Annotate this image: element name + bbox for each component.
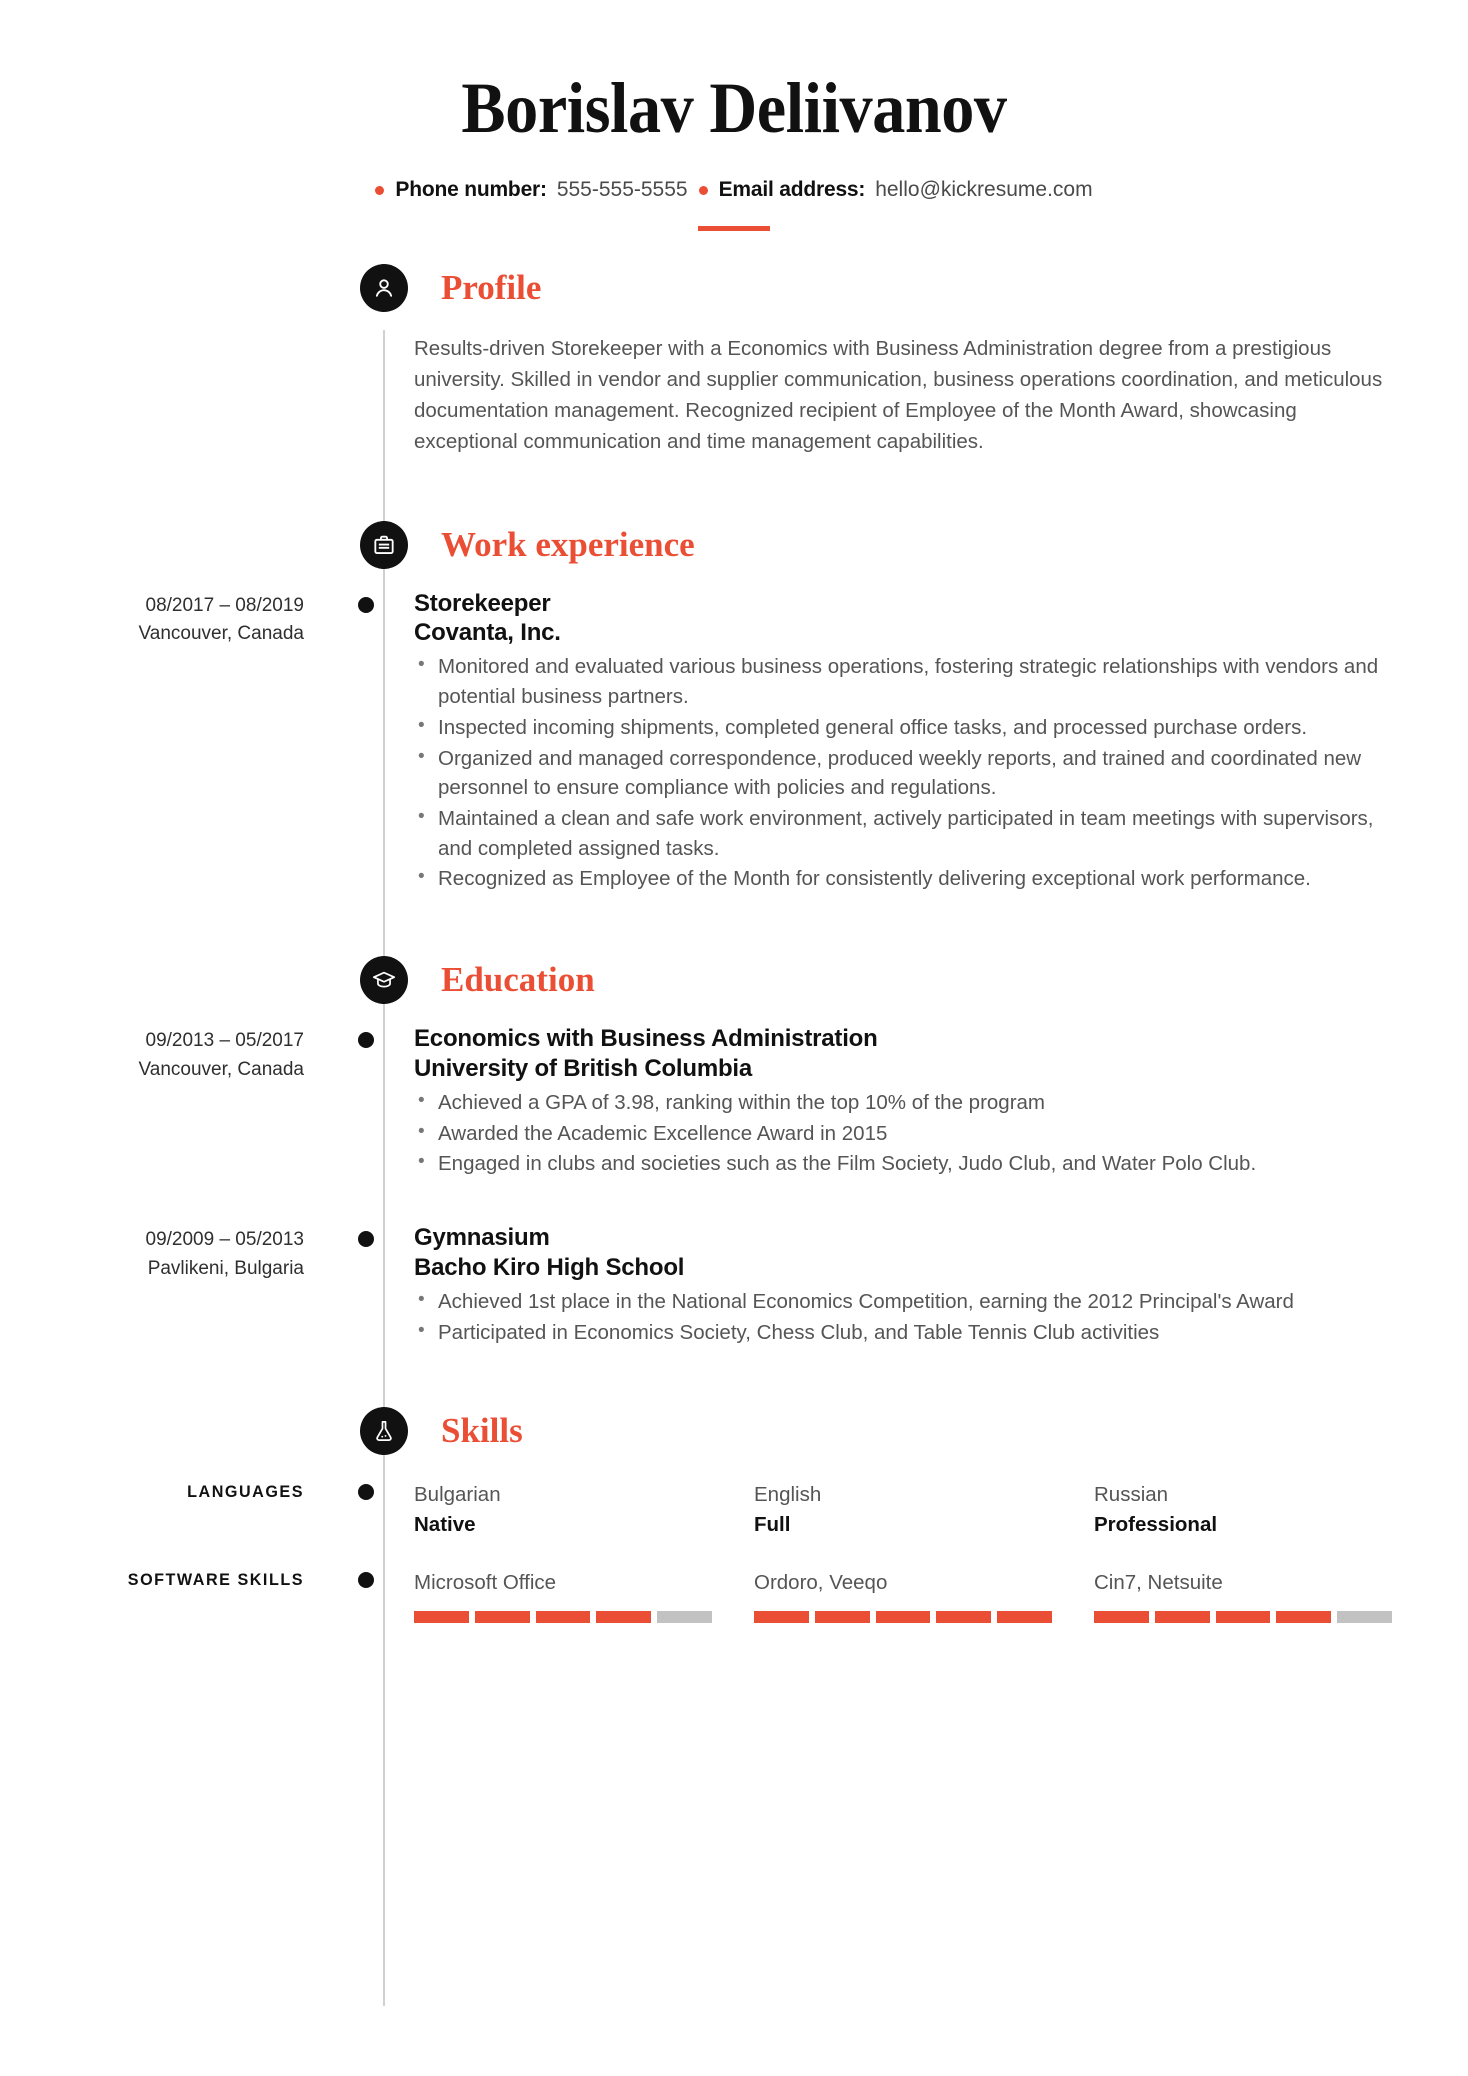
briefcase-icon — [360, 521, 408, 569]
list-item: • Maintained a clean and safe work environment, actively participated in team meetings with supervisors, and completed assigned tasks. — [414, 804, 1406, 863]
language-level: Full — [754, 1513, 791, 1537]
section-header-skills — [360, 1408, 1468, 1454]
rating-bar-filled — [475, 1611, 530, 1623]
list-item: • Participated in Economics Society, Chess Club, and Table Tennis Club activities — [414, 1318, 1406, 1348]
software-rating-bars — [414, 1611, 726, 1623]
section-profile — [0, 265, 1468, 458]
skills-software-body — [384, 1568, 1468, 1623]
contact-phone-value: 555-555-5555 — [556, 178, 688, 201]
education-entry-title: Economics with Business Administration — [414, 1025, 878, 1053]
education-entry — [0, 1025, 1468, 1180]
education-entry-meta — [0, 1025, 350, 1180]
flask-icon — [360, 1407, 408, 1455]
education-entry-body — [384, 1224, 1468, 1348]
education-entry-place: Vancouver, Canada — [138, 1058, 304, 1080]
education-entry-date: 09/2009 – 05/2013 — [145, 1229, 304, 1251]
resume-header — [0, 0, 1468, 231]
languages-grid — [414, 1480, 1406, 1539]
resume-body — [0, 265, 1468, 1623]
language-item — [414, 1480, 726, 1539]
timeline-node — [358, 597, 374, 613]
contact-line — [0, 178, 1468, 202]
person-icon — [360, 264, 408, 312]
work-entry — [0, 590, 1468, 896]
rating-bar-filled — [536, 1611, 591, 1623]
language-name: Russian — [1094, 1483, 1169, 1507]
list-item: • Recognized as Employee of the Month for consistently delivering exceptional work performance. — [414, 864, 1406, 894]
section-title-education: Education — [441, 960, 595, 1000]
section-work-experience — [0, 522, 1468, 896]
profile-meta — [0, 333, 350, 458]
rating-bar-filled — [1155, 1611, 1210, 1623]
education-entry-bullets — [414, 1287, 1406, 1347]
education-node-col — [350, 1025, 384, 1180]
language-name: Bulgarian — [414, 1483, 501, 1507]
education-entry-date: 09/2013 – 05/2017 — [145, 1030, 304, 1052]
rating-bar-filled — [1094, 1611, 1149, 1623]
skills-software-meta — [0, 1568, 350, 1623]
skills-node-col — [350, 1568, 384, 1623]
skills-software-row — [0, 1568, 1468, 1623]
work-entry-date: 08/2017 – 08/2019 — [145, 594, 304, 616]
work-entry-meta — [0, 590, 350, 896]
work-entry-body — [384, 590, 1468, 896]
timeline-node — [358, 1572, 374, 1588]
work-entry-title: Storekeeper — [414, 589, 551, 617]
education-entry-org: University of British Columbia — [414, 1054, 753, 1082]
bullet-dot-icon — [375, 186, 384, 195]
work-entry-org: Covanta, Inc. — [414, 619, 561, 647]
software-name: Cin7, Netsuite — [1094, 1570, 1223, 1594]
skills-category-label: SOFTWARE SKILLS — [127, 1569, 304, 1589]
profile-text: Results-driven Storekeeper with a Economics with Business Administration degree from a prestigious university. Skilled in vendor and supplier communication, business operations coordination, and meticulous documentation management. Recognized recipient of Employee of the Month Award, showcasing exceptional communication and time management capabilities. — [414, 337, 1383, 454]
software-rating-bars — [754, 1611, 1066, 1623]
rating-bar-filled — [1276, 1611, 1331, 1623]
work-node-col — [350, 590, 384, 896]
education-entry-place: Pavlikeni, Bulgaria — [147, 1257, 304, 1279]
section-skills — [0, 1408, 1468, 1622]
language-level: Professional — [1094, 1513, 1218, 1537]
section-header-profile — [360, 265, 1468, 311]
language-level: Native — [414, 1513, 476, 1537]
section-header-work — [360, 522, 1468, 568]
contact-email — [688, 178, 1093, 202]
skills-languages-meta — [0, 1480, 350, 1539]
contact-email-value: hello@kickresume.com — [875, 178, 1093, 201]
rating-bar-filled — [936, 1611, 991, 1623]
rating-bar-filled — [1216, 1611, 1271, 1623]
rating-bar-filled — [754, 1611, 809, 1623]
software-rating-bars — [1094, 1611, 1406, 1623]
skills-node-col — [350, 1480, 384, 1539]
work-entry-place: Vancouver, Canada — [138, 623, 304, 645]
rating-bar-filled — [876, 1611, 931, 1623]
list-item: • Awarded the Academic Excellence Award in 2015 — [414, 1119, 1406, 1149]
list-item: • Achieved 1st place in the National Economics Competition, earning the 2012 Principal's Award — [414, 1287, 1406, 1317]
page-title: Borislav Deliivanov — [461, 68, 1007, 148]
rating-bar-filled — [414, 1611, 469, 1623]
education-node-col — [350, 1224, 384, 1348]
education-entry-title: Gymnasium — [414, 1224, 550, 1252]
software-item — [1094, 1568, 1406, 1623]
section-education — [0, 957, 1468, 1348]
timeline-node — [358, 1231, 374, 1247]
education-entry-bullets — [414, 1088, 1406, 1179]
section-title-skills: Skills — [441, 1411, 523, 1451]
section-header-education — [360, 957, 1468, 1003]
skills-category-label: LANGUAGES — [187, 1482, 304, 1502]
education-entry-meta — [0, 1224, 350, 1348]
profile-row — [0, 333, 1468, 458]
list-item: • Inspected incoming shipments, completed general office tasks, and processed purchase orders. — [414, 713, 1406, 743]
software-item — [754, 1568, 1066, 1623]
contact-phone-label: Phone number: — [395, 178, 547, 201]
language-item — [1094, 1480, 1406, 1539]
skills-languages-body — [384, 1480, 1468, 1539]
language-item — [754, 1480, 1066, 1539]
timeline-node — [358, 1032, 374, 1048]
skills-languages-row — [0, 1480, 1468, 1539]
rating-bar-filled — [596, 1611, 651, 1623]
contact-email-label: Email address: — [718, 178, 866, 201]
software-name: Microsoft Office — [414, 1570, 557, 1594]
software-name: Ordoro, Veeqo — [754, 1570, 888, 1594]
timeline-node — [358, 1484, 374, 1500]
rating-bar-filled — [815, 1611, 870, 1623]
work-entry-bullets — [414, 652, 1406, 894]
list-item: • Organized and managed correspondence, produced weekly reports, and trained and coordinated new personnel to ensure compliance with policies and regulations. — [414, 744, 1406, 803]
rating-bar-filled — [997, 1611, 1052, 1623]
graduation-cap-icon — [360, 956, 408, 1004]
education-entry-org: Bacho Kiro High School — [414, 1253, 685, 1281]
list-item: • Engaged in clubs and societies such as the Film Society, Judo Club, and Water Polo Club. — [414, 1149, 1406, 1179]
profile-body — [384, 333, 1468, 458]
contact-phone — [375, 178, 687, 202]
software-item — [414, 1568, 726, 1623]
education-entry-body — [384, 1025, 1468, 1180]
rating-bar-empty — [657, 1611, 712, 1623]
section-title-profile: Profile — [441, 268, 542, 307]
profile-node-col — [350, 333, 384, 458]
list-item: • Achieved a GPA of 3.98, ranking within the top 10% of the program — [414, 1088, 1406, 1118]
rating-bar-empty — [1337, 1611, 1392, 1623]
header-divider — [698, 226, 770, 231]
language-name: English — [754, 1483, 822, 1507]
software-grid — [414, 1568, 1406, 1623]
bullet-dot-icon — [699, 186, 708, 195]
list-item: • Monitored and evaluated various business operations, fostering strategic relationships with vendors and potential business partners. — [414, 652, 1406, 711]
education-entry — [0, 1224, 1468, 1348]
section-title-work: Work experience — [441, 524, 695, 564]
